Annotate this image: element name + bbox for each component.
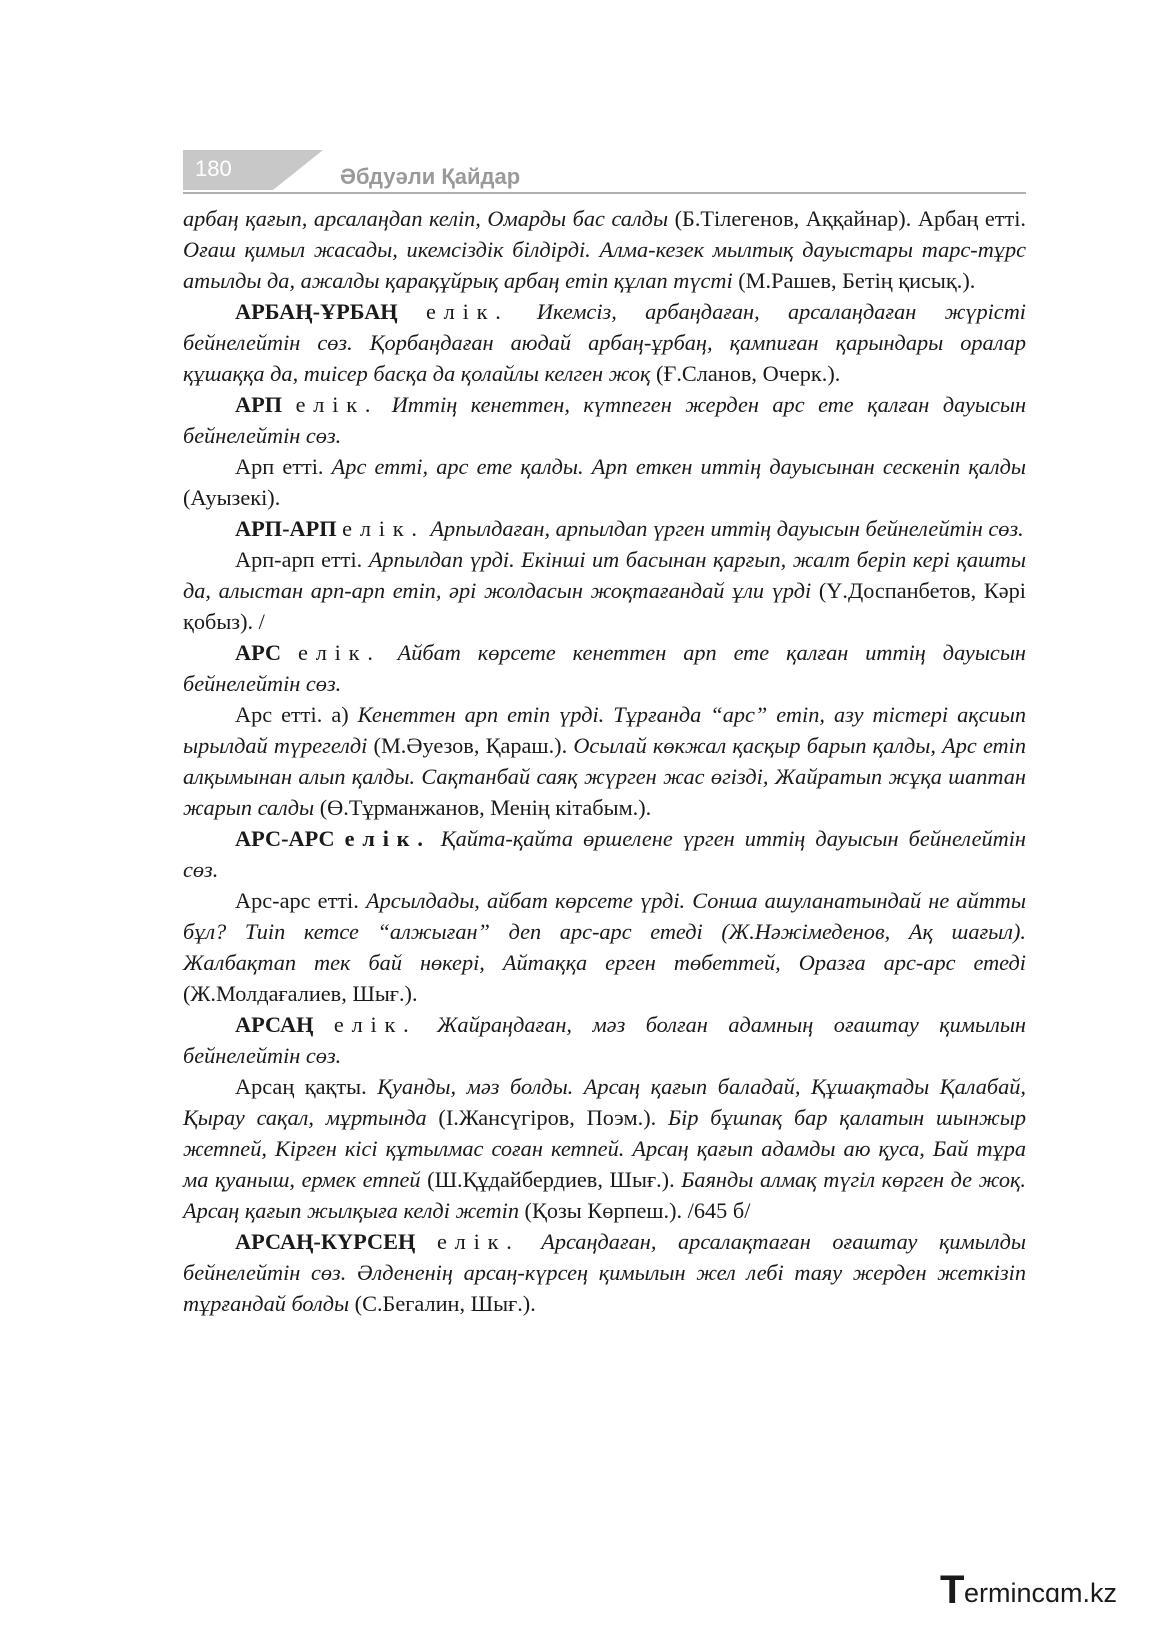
- entry-paragraph: [183, 1009, 1026, 1071]
- plain-text: Арп-арп етті.: [235, 547, 369, 572]
- plain-text: [282, 392, 295, 417]
- entry-paragraph: [183, 1071, 1026, 1226]
- definition-text: Арпылдаған, арпылдап үрген иттің дауысын бейнелейтін сөз.: [430, 516, 1024, 541]
- definition-text: Айбат көрсете кенеттен арп ете қалған иттің дауысын бейнелейтін сөз.: [183, 640, 1026, 696]
- plain-text: [281, 640, 298, 665]
- definition-text: Иттің кенеттен, күтпеген жерден арс ете қалған дауысын бейнелейтін сөз.: [183, 392, 1027, 448]
- definition-text: Икемсіз, арбаңдаған, арсалаңдаған жүрісті бейнелейтін сөз. Қорбаңдаған аюдай арбаң-ұрбаң, қампиған қарындары оралар құшаққа да, тиісер басқа да қолайлы келген жоқ: [183, 299, 1026, 386]
- plain-text: (М.Рашев, Бетің қисық.).: [732, 268, 976, 293]
- plain-text: [313, 1012, 333, 1037]
- plain-text: [335, 826, 345, 851]
- plain-text: [381, 640, 398, 665]
- plain-text: (Ш.Құдайбердиев, Шығ.).: [420, 1167, 682, 1192]
- plain-text: (І.Жансүгіров, Поэм.).: [426, 1105, 668, 1130]
- headword: АРСАҢ-КҮРСЕҢ: [235, 1229, 416, 1254]
- watermark-letter: T: [940, 1568, 965, 1612]
- page-number: 180: [195, 156, 232, 181]
- definition-text: Жайраңдаған, мәз болған адамның оғаштау қимылын бейнелейтін сөз.: [183, 1012, 1026, 1068]
- plain-text: (Ғ.Сланов, Очерк.).: [650, 361, 841, 386]
- headword: АРП-АРП: [235, 516, 337, 541]
- definition-text: Бір бұшпақ бар қалатын шынжыр жетпей, Кірген кісі құтылмас соған кетпей. Арсаң қағып адамды аю қуса, Бай тұра ма қуаныш, ермек етпей: [183, 1105, 1026, 1192]
- pos-label: елік.: [436, 1229, 520, 1254]
- running-title: Әбдуәли Қайдар: [340, 164, 521, 189]
- plain-text: (Ү.Доспанбетов, Кәрі қобыз). /: [183, 578, 1026, 634]
- definition-text: Арсылдады, айбат көрсете үрді. Сонша ашуланатындай не айтты бұл? Тиіп кетсе “алжыған” деп арс-арс етеді (Ж.Нәжімеденов, Ақ шағыл). Жалбақтап тек бай нөкері, Айтаққа ерген төбеттей, Оразға арс-арс етеді: [183, 888, 1026, 975]
- page-number-tab: [183, 150, 273, 190]
- plain-text: [509, 299, 537, 324]
- dictionary-content: [183, 203, 1026, 1319]
- entry-paragraph: [183, 823, 1026, 885]
- watermark-text: ermincɑm.kz: [964, 1578, 1118, 1608]
- plain-text: Арп етті.: [235, 454, 332, 479]
- pos-label: елік.: [344, 826, 431, 851]
- plain-text: [378, 392, 391, 417]
- plain-text: [431, 826, 441, 851]
- pos-label: елік.: [295, 392, 379, 417]
- headword: АРС: [235, 640, 282, 665]
- headword: АРСАҢ: [235, 1012, 314, 1037]
- plain-text: (Б.Тілегенов, Аққайнар). Арбаң етті.: [668, 206, 1026, 231]
- definition-text: Арсаңдаған, арсалақтаған оғаштау қимылды бейнелейтін сөз. Әлдененің арсаң-күрсең қимылын жел лебі таяу жерден жеткізіп тұрғандай болды: [183, 1229, 1026, 1316]
- entry-paragraph: [183, 637, 1026, 699]
- headword: АРП: [235, 392, 283, 417]
- page-header: [183, 150, 1026, 196]
- entry-paragraph: [183, 513, 1026, 544]
- page-tab-slant: [273, 150, 323, 190]
- plain-text: Арс етті. а): [235, 702, 358, 727]
- entry-paragraph: [183, 1226, 1026, 1319]
- plain-text: (Ауызекі).: [183, 485, 281, 510]
- plain-text: (М.Әуезов, Қараш.).: [367, 733, 574, 758]
- plain-text: (Қозы Көрпеш.). /645 б/: [518, 1198, 751, 1223]
- plain-text: [520, 1229, 542, 1254]
- entry-paragraph: [183, 544, 1026, 637]
- pos-label: елік.: [333, 1012, 417, 1037]
- entry-paragraph: [183, 389, 1026, 451]
- plain-text: Арс-арс етті.: [235, 888, 366, 913]
- entry-paragraph: [183, 296, 1026, 389]
- definition-text: Арпылдап үрді. Екінші ит басынан қарғып, жалт беріп кері қашты да, алыстан арп-арп етіп, әрі жолдасын жоқтағандай ұли үрді: [183, 547, 1027, 603]
- plain-text: [415, 1229, 437, 1254]
- definition-text: Қайта-қайта өршелене үрген иттің дауысын бейнелейтін сөз.: [183, 826, 1026, 882]
- definition-text: Кенеттен арп етіп үрді. Тұрғанда “арс” етіп, азу тістері ақсиып ырылдай түрегелді: [183, 702, 1026, 758]
- plain-text: (Ө.Тұрманжанов, Менің кітабым.).: [314, 795, 652, 820]
- definition-text: Оғаш қимыл жасады, икемсіздік білдірді. Алма-кезек мылтық дауыстары тарс-тұрс атылды да, ажалды қарақұйрық арбаң етіп құлап түсті: [183, 237, 1026, 293]
- entry-paragraph: [183, 203, 1026, 296]
- plain-text: [417, 1012, 437, 1037]
- pos-label: елік.: [342, 516, 425, 541]
- entry-paragraph: [183, 451, 1026, 513]
- plain-text: (С.Бегалин, Шығ.).: [349, 1291, 536, 1316]
- pos-label: елік.: [298, 640, 381, 665]
- definition-text: арбаң қағып, арсалаңдап келіп, Омарды бас салды: [183, 206, 669, 231]
- headword: АРС-АРС: [235, 826, 335, 851]
- termincom-watermark: [940, 1566, 1140, 1614]
- plain-text: [398, 299, 426, 324]
- headword: АРБАҢ-ҰРБАҢ: [235, 299, 398, 324]
- definition-text: Арс етті, арс ете қалды. Арп еткен иттің дауысынан сескеніп қалды: [331, 454, 1026, 479]
- entry-paragraph: [183, 699, 1026, 823]
- plain-text: Арсаң қақты.: [235, 1074, 378, 1099]
- definition-text: Баянды алмақ түгіл көрген де жоқ. Арсаң қағып жылқыға келді жетіп: [183, 1167, 1026, 1223]
- pos-label: елік.: [425, 299, 509, 324]
- definition-text: Қуанды, мәз болды. Арсаң қағып баладай, Құшақтады Қалабай, Қырау сақал, мұртында: [183, 1074, 1026, 1130]
- plain-text: (Ж.Молдағалиев, Шығ.).: [183, 981, 418, 1006]
- definition-text: Осылай көкжал қасқыр барып қалды, Арс етіп алқымынан алып қалды. Сақтанбай саяқ жүрген жас өгізді, Жайратып жұқа шаптан жарып салды: [183, 733, 1026, 820]
- entry-paragraph: [183, 885, 1026, 1009]
- header-rule: [183, 192, 1026, 194]
